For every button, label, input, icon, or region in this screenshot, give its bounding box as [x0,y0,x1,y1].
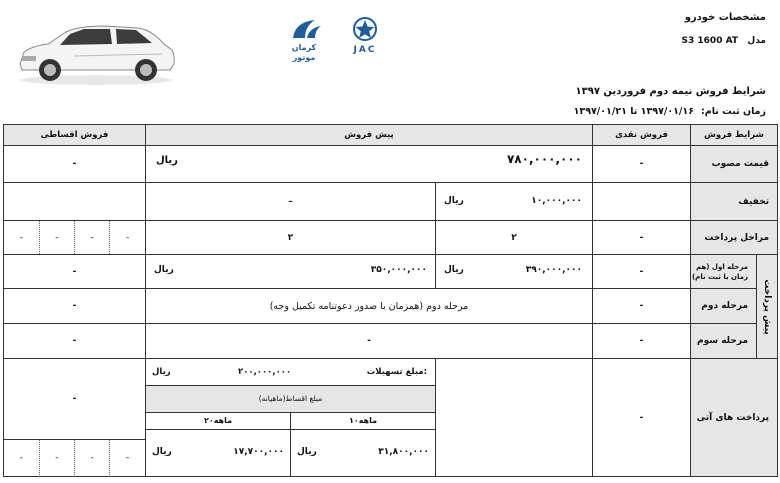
price-installment: - [4,146,146,183]
jac-logo [340,16,390,54]
price-presale-value: ۷۸۰,۰۰۰,۰۰۰ [506,152,583,166]
future-presale-a [436,359,593,477]
facility-unit: ریال [152,367,171,377]
future-installment-cell: - [39,440,74,476]
stage3-presale: - [146,324,593,359]
kerman-motor-text: کرمان موتور [291,43,317,62]
stages-label: مراحل پرداخت [691,221,778,255]
term-b-label: ۲۰ماهه [146,413,291,429]
registration-period: ۱۳۹۷/۰۱/۱۶ تا ۱۳۹۷/۰۱/۲۱ [573,106,694,117]
stage2-installment: - [4,289,146,324]
future-cash: - [593,359,691,477]
stage2-presale: مرحله دوم (همزمان با صدور دعوتنامه تکمیل وجه) [146,289,593,324]
kerman-motor-icon [283,18,325,40]
future-label: پرداخت های آتی [691,359,778,477]
term-b-amount [146,429,291,476]
future-installment-top: - [72,394,77,404]
jac-text: JAC [353,45,377,55]
stage3-installment: - [4,324,146,359]
stage3-cash: - [593,324,691,359]
stages-presale-a: ۲ [436,221,593,255]
stage1-installment: - [4,255,146,289]
term-a-value: ۳۱,۸۰۰,۰۰۰ [378,446,429,457]
discount-presale-b: – [146,183,436,221]
header-conditions: شرایط فروش [691,125,778,146]
sale-title: شرایط فروش نیمه دوم فروردین ۱۳۹۷ [575,86,766,97]
sales-conditions-table [3,124,778,477]
facility-label: مبلغ تسهیلات: [366,367,427,377]
stage1-presale-b-unit: ریال [154,265,174,275]
stage1-presale-b [146,255,436,289]
stages-installment-cell: - [75,221,110,254]
jac-star-icon [340,16,390,42]
future-installment-cell: - [75,440,110,476]
prepayment-side-label [757,255,778,359]
term-a-label: ۱۰ماهه [348,416,378,426]
term-b-value: ۱۷,۷۰۰,۰۰۰ [233,446,284,457]
stage1-presale-b-value: ۳۵۰,۰۰۰,۰۰۰ [370,265,427,275]
stage2-label: مرحله دوم [691,289,757,324]
stage1-presale-a-unit: ریال [444,265,464,275]
future-presale-b [146,359,436,477]
stages-cash: - [593,221,691,255]
price-presale-unit: ریال [156,155,178,166]
monthly-label: مبلغ اقساط(ماهیانه) [146,385,435,413]
discount-label: تخفیف [691,183,778,221]
future-installment [4,359,146,477]
price-presale [146,146,593,183]
discount-presale-a [436,183,593,221]
stage2-cash: - [593,289,691,324]
stage1-presale-a [436,255,593,289]
stages-installment-cell: - [39,221,74,254]
discount-presale-a-unit: ریال [444,196,464,206]
term-b-unit: ریال [152,446,172,457]
registration-label: زمان ثبت نام: [700,106,766,117]
discount-installment [4,183,146,221]
future-installment-cell: - [19,452,23,463]
stages-installment-cell: - [110,221,145,254]
facility-row [146,359,435,385]
model-value: S3 1600 AT [681,36,738,46]
stage1-presale-a-value: ۳۹۰,۰۰۰,۰۰۰ [525,265,583,275]
stage3-label: مرحله سوم [691,324,757,359]
prepayment-side-text: پیش پرداخت [762,278,773,335]
price-cash: - [593,146,691,183]
future-installment-cell: - [110,440,145,476]
spec-title: مشخصات خودرو [684,12,766,23]
header-cash: فروش نقدی [593,125,691,146]
header-installment: فروش اقساطی [4,125,146,146]
stage1-label: مرحله اول (هم زمان با ثبت نام) [691,255,757,289]
stage1-cash: - [593,255,691,289]
term-a-unit: ریال [297,446,317,457]
term-a-amount [291,429,436,476]
stages-presale-b: ۲ [146,221,436,255]
discount-cash [593,183,691,221]
car-image [14,20,178,86]
stages-installment [4,221,146,255]
model-label: مدل [747,36,766,46]
stages-installment-cell: - [19,232,23,243]
kerman-motor-logo [283,18,325,62]
header-presale: پیش فروش [146,125,593,146]
discount-presale-a-value: ۱۰,۰۰۰,۰۰۰ [531,196,583,206]
price-label: قیمت مصوب [691,146,778,183]
facility-value: ۲۰۰,۰۰۰,۰۰۰ [238,367,292,377]
